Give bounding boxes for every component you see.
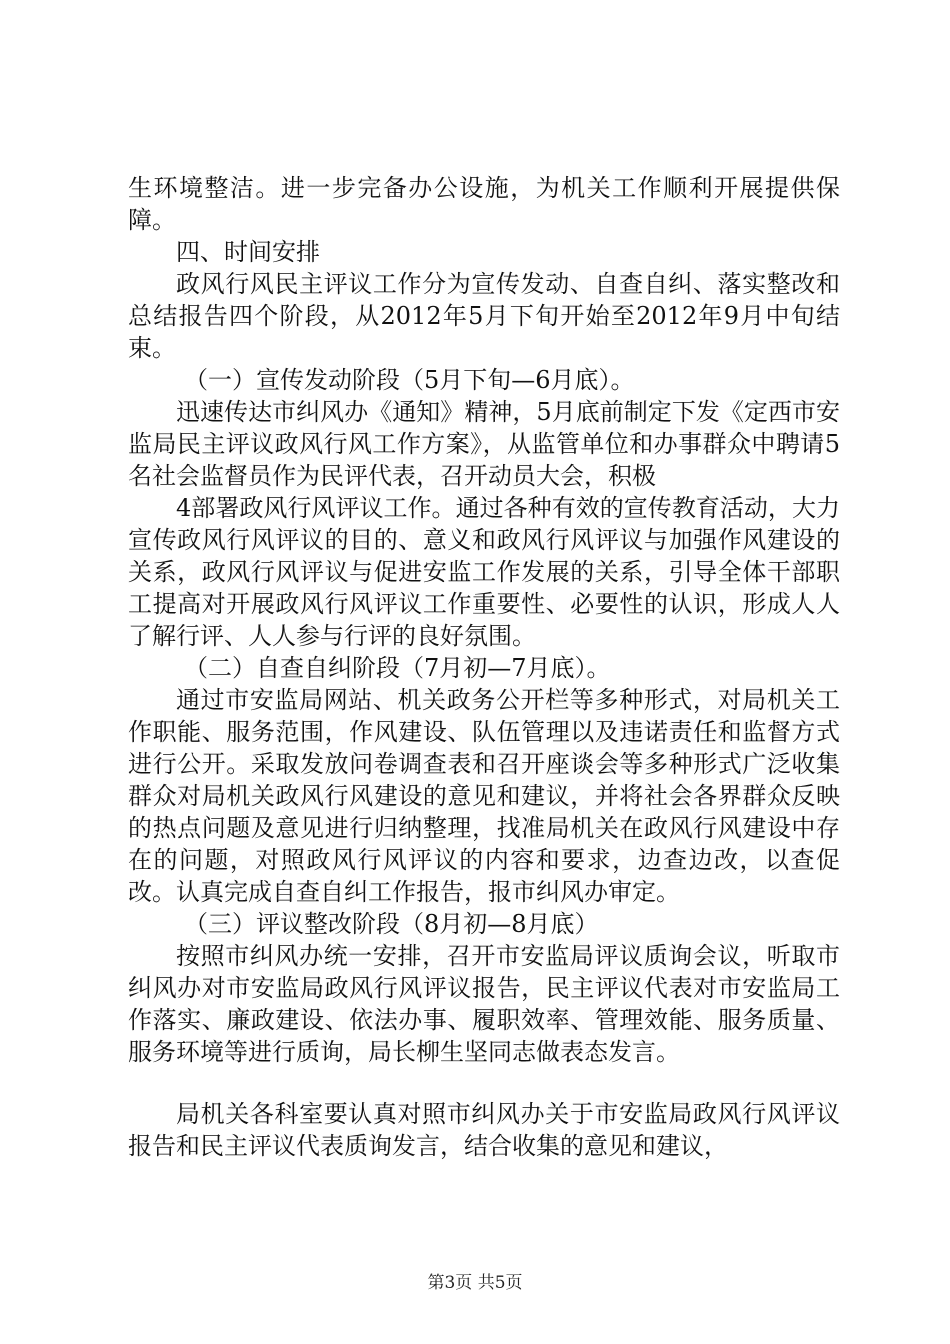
section-heading-schedule: 四、时间安排 [176, 238, 320, 266]
document-body [128, 172, 840, 1162]
subheading-phase-2: （二）自查自纠阶段（7月初—7月底）。 [184, 654, 611, 682]
subheading-phase-1: （一）宣传发动阶段（5月下旬—6月底）。 [184, 366, 635, 394]
paragraph-phase-1-b: 4部署政风行风评议工作。通过各种有效的宣传教育活动，大力宣传政风行风评议的目的、意义和政风行风评议与加强作风建设的关系，政风行风评议与促进安监工作发展的关系，引导全体干部职工提高对开展政风行风评议工作重要性、必要性的认识，形成人人了解行评、人人参与行评的良好氛围。 [128, 494, 840, 650]
subheading-phase-3: （三）评议整改阶段（8月初—8月底） [184, 910, 599, 938]
paragraph-environment: 生环境整洁。进一步完备办公设施，为机关工作顺利开展提供保障。 [128, 174, 840, 234]
paragraph-phase-2: 通过市安监局网站、机关政务公开栏等多种形式，对局机关工作职能、服务范围，作风建设、队伍管理以及违诺责任和监督方式进行公开。采取发放问卷调查表和召开座谈会等多种形式广泛收集群众对局机关政风行风建设的意见和建议，并将社会各界群众反映的热点问题及意见进行归纳整理，找准局机关在政风行风建设中存在的问题，对照政风行风评议的内容和要求，边查边改，以查促改。认真完成自查自纠工作报告，报市纠风办审定。 [128, 686, 840, 906]
paragraph-schedule-overview: 政风行风民主评议工作分为宣传发动、自查自纠、落实整改和总结报告四个阶段，从2012年5月下旬开始至2012年9月中旬结束。 [128, 270, 840, 362]
paragraph-phase-1-a: 迅速传达市纠风办《通知》精神，5月底前制定下发《定西市安监局民主评议政风行风工作方案》，从监管单位和办事群众中聘请5名社会监督员作为民评代表，召开动员大会，积极 [128, 398, 840, 490]
page-number-footer: 第3页 共5页 [427, 1273, 523, 1293]
paragraph-rectification: 局机关各科室要认真对照市纠风办关于市安监局政风行风评议报告和民主评议代表质询发言，结合收集的意见和建议， [128, 1100, 840, 1160]
paragraph-phase-3: 按照市纠风办统一安排，召开市安监局评议质询会议，听取市纠风办对市安监局政风行风评议报告，民主评议代表对市安监局工作落实、廉政建设、依法办事、履职效率、管理效能、服务质量、服务环境等进行质询，局长柳生坚同志做表态发言。 [128, 942, 840, 1066]
